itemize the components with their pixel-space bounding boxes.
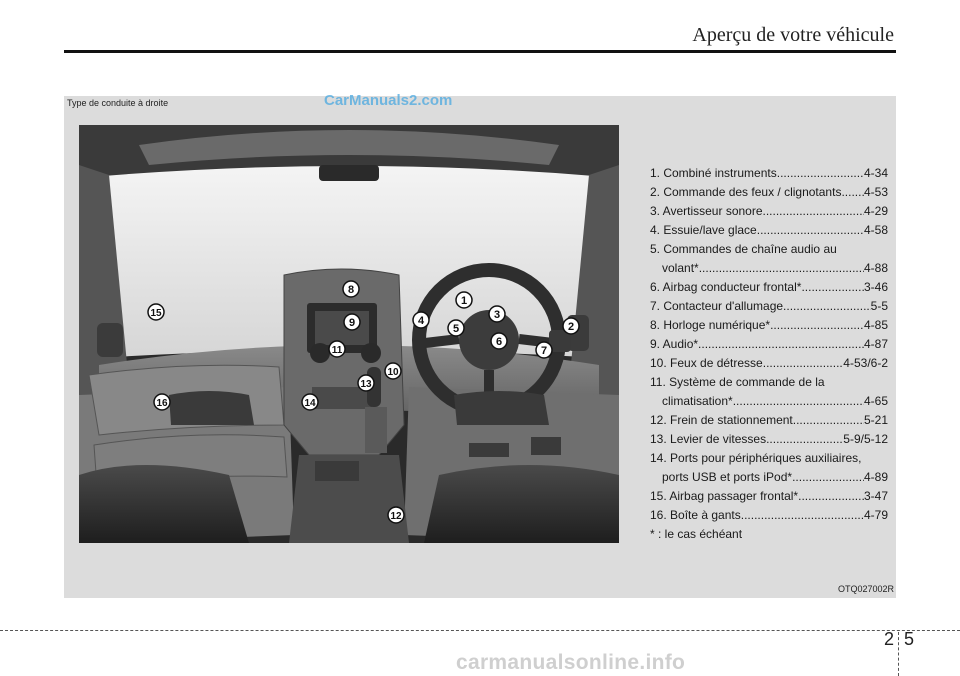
callout-number: 2 [567, 321, 575, 333]
callout-number: 14 [304, 398, 316, 409]
page-number-separator [898, 632, 899, 676]
callout-number: 8 [347, 284, 355, 296]
callout-badge [536, 342, 552, 358]
callout-number: 9 [348, 317, 356, 329]
legend-item: 15. Airbag passager frontal* ..... 3-47 [650, 487, 888, 506]
callout-badge [456, 292, 472, 308]
callout-badge [448, 320, 464, 336]
legend-item: 1. Combiné instruments ..... 4-34 [650, 164, 888, 183]
footer-rule [0, 630, 960, 631]
legend-item: 13. Levier de vitesses ..... 5-9/5-12 [650, 430, 888, 449]
watermark-carmanualsonline[interactable]: carmanualsonline.info [456, 651, 686, 674]
callout-number: 3 [493, 309, 501, 321]
figure-panel [64, 92, 896, 598]
legend-item: 4. Essuie/lave glace ..... 4-58 [650, 221, 888, 240]
legend-item: 3. Avertisseur sonore ..... 4-29 [650, 202, 888, 221]
component-legend [650, 164, 888, 544]
callout-badge [148, 304, 164, 320]
callout-badge [413, 312, 429, 328]
header-rule [64, 50, 896, 53]
legend-item: 5. Commandes de chaîne audio au volant* ..... 4-88 [650, 240, 888, 278]
callout-badge [563, 318, 579, 334]
callout-number: 12 [390, 511, 402, 522]
callout-badge [489, 306, 505, 322]
callout-number: 16 [156, 398, 168, 409]
figure-code: OTQ027002R [837, 584, 894, 594]
callout-badge [302, 394, 318, 410]
legend-item: 14. Ports pour périphériques auxiliaires, ports USB et ports iPod* ..... 4-89 [650, 449, 888, 487]
callout-badge [385, 363, 401, 379]
callout-number: 6 [495, 336, 503, 348]
legend-item: 16. Boîte à gants ..... 4-79 [650, 506, 888, 525]
page-header-title: Aperçu de votre véhicule [692, 24, 894, 46]
callout-number: 1 [460, 295, 468, 307]
page-section-number: 2 [884, 629, 895, 649]
page-number: 5 [904, 629, 915, 649]
legend-item: 12. Frein de stationnement ..... 5-21 [650, 411, 888, 430]
dashboard-photo [79, 125, 619, 543]
callout-number: 13 [360, 379, 372, 390]
callout-number: 4 [417, 315, 425, 327]
callout-badge [491, 333, 507, 349]
legend-item: 7. Contacteur d'allumage ..... 5-5 [650, 297, 888, 316]
legend-item: 6. Airbag conducteur frontal* ..... 3-46 [650, 278, 888, 297]
callout-number: 11 [331, 345, 343, 356]
figure-label: Type de conduite à droite [67, 98, 169, 108]
callout-badge [344, 314, 360, 330]
legend-item: 11. Système de commande de la climatisation* ..... 4-65 [650, 373, 888, 411]
callout-number: 5 [452, 323, 460, 335]
callout-badge [329, 341, 345, 357]
callout-number: 7 [540, 345, 548, 357]
dashboard-illustration [79, 125, 619, 543]
legend-item: 10. Feux de détresse ..... 4-53/6-2 [650, 354, 888, 373]
legend-footnote: * : le cas échéant [650, 527, 743, 541]
legend-item: 9. Audio* ..... 4-87 [650, 335, 888, 354]
watermark-carmanuals2[interactable]: CarManuals2.com [324, 92, 453, 109]
legend-item: 8. Horloge numérique* ..... 4-85 [650, 316, 888, 335]
callout-badge [154, 394, 170, 410]
callout-badge [358, 375, 374, 391]
callout-badge [343, 281, 359, 297]
legend-item: 2. Commande des feux / clignotants ..... 4-53 [650, 183, 888, 202]
callout-number: 10 [387, 367, 399, 378]
callout-number: 15 [150, 308, 162, 319]
callout-badge [388, 507, 404, 523]
